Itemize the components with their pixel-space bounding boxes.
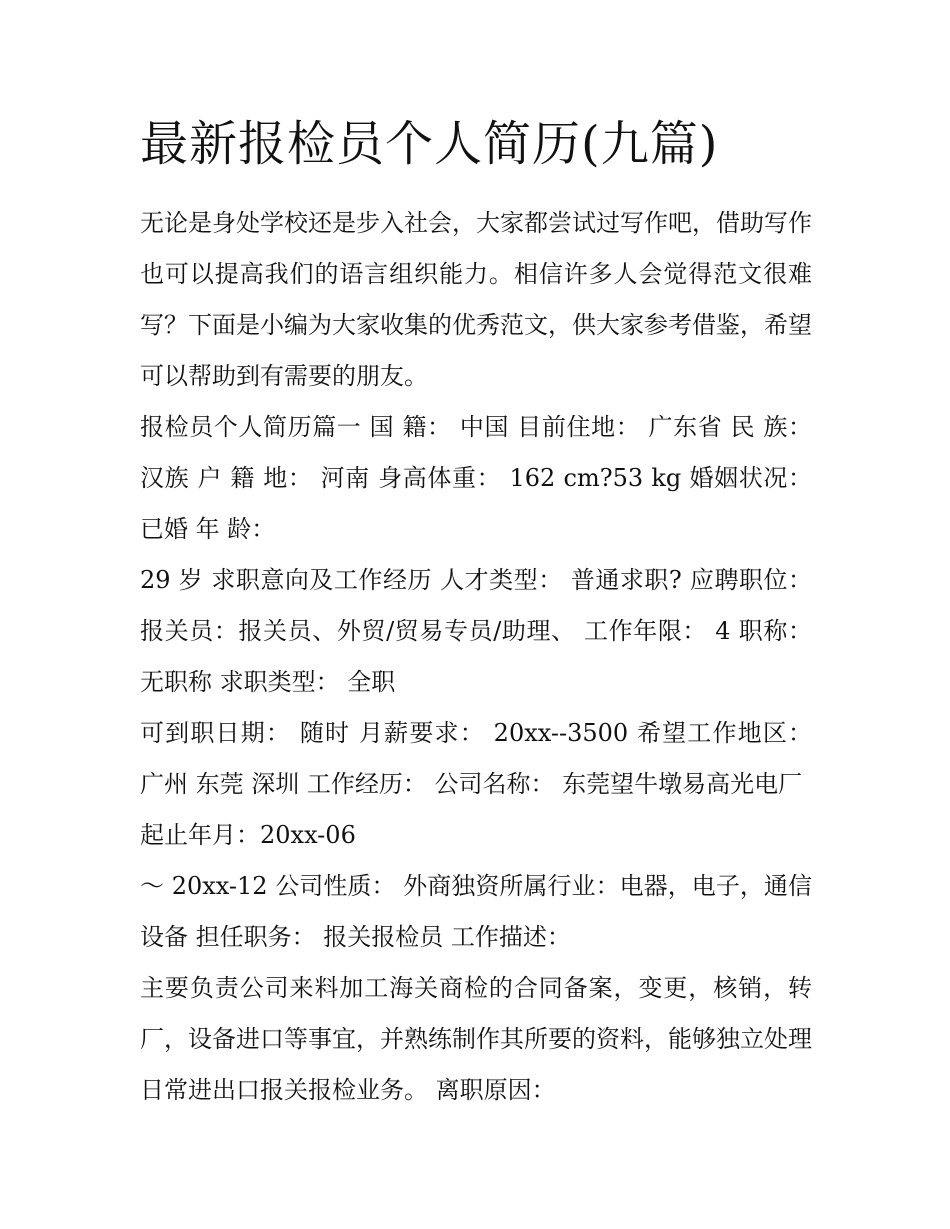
document-body — [140, 198, 812, 1116]
intro-paragraph: 无论是身处学校还是步入社会，大家都尝试过写作吧，借助写作也可以提高我们的语言组织能力。相信许多人会觉得范文很难写？下面是小编为大家收集的优秀范文，供大家参考借鉴，希望可以帮助到有需要的朋友。 — [140, 209, 812, 390]
availability-paragraph: 可到职日期： 随时 月薪要求： 20xx--3500 希望工作地区： 广州 东莞 深圳 工作经历： 公司名称： 东莞望牛墩易高光电厂 — [140, 719, 812, 798]
personal-info-paragraph: 报检员个人简历篇一 国 籍： 中国 目前住地： 广东省 民 族： 汉族 户 籍 地： 河南 身高体重： 162 cm?53 kg 婚姻状况： 已婚 年 龄： — [140, 413, 812, 543]
job-description-paragraph: 主要负责公司来料加工海关商检的合同备案，变更，核销，转厂，设备进口等事宜，并熟练制作其所要的资料，能够独立处理日常进出口报关报检业务。 离职原因： — [140, 974, 812, 1104]
company-info-paragraph: ～ 20xx-12 公司性质： 外商独资所属行业：电器，电子，通信设备 担任职务： 报关报检员 工作描述： — [140, 872, 812, 951]
period-start-paragraph: 起止年月：20xx-06 — [140, 821, 356, 849]
document-title: 最新报检员个人简历(九篇) — [140, 116, 719, 172]
job-intention-paragraph: 29 岁 求职意向及工作经历 人才类型： 普通求职? 应聘职位： 报关员：报关员、外贸/贸易专员/助理、 工作年限： 4 职称： 无职称 求职类型： 全职 — [140, 566, 812, 696]
